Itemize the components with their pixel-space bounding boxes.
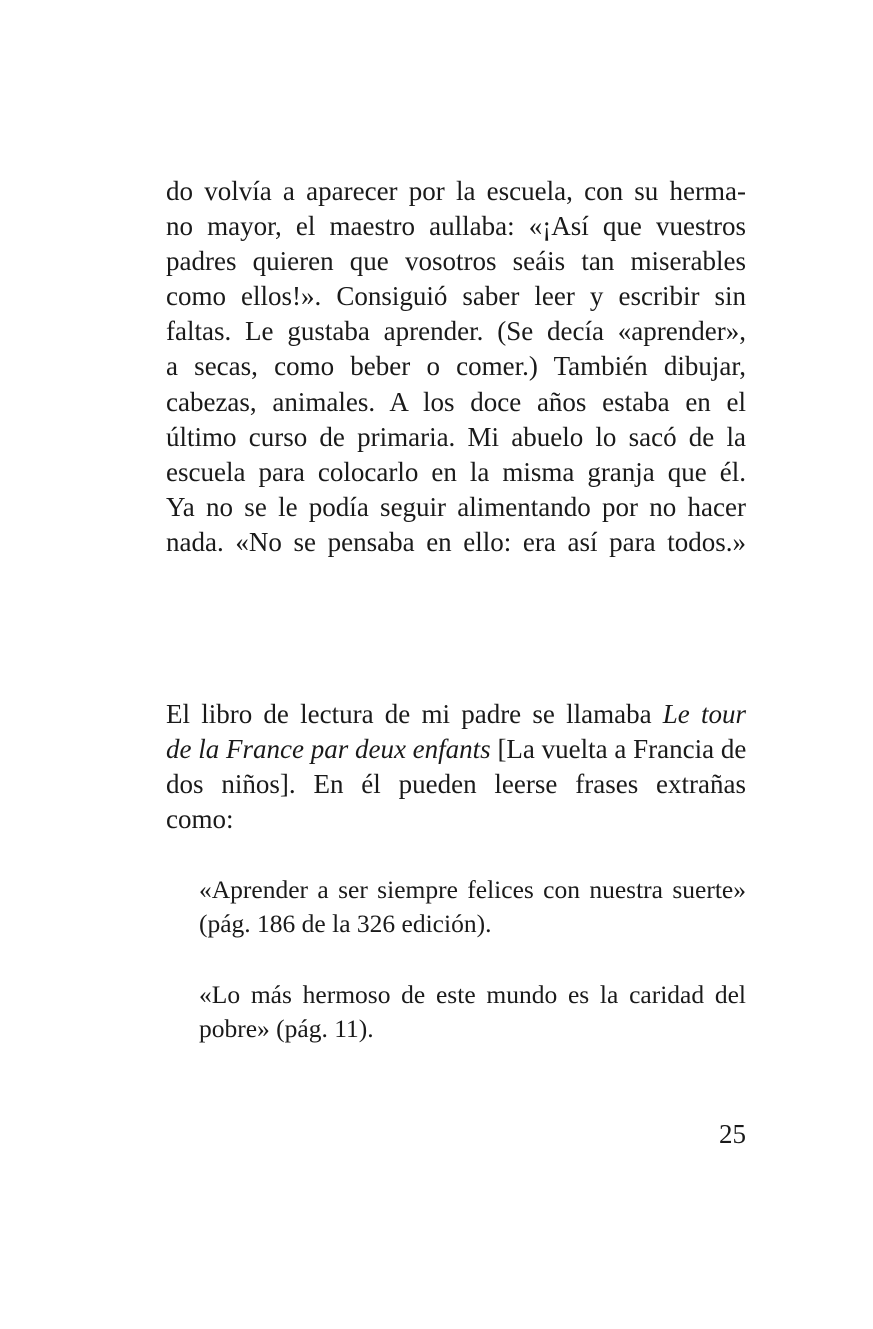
paragraph-reading-book <box>166 697 746 837</box>
text-line: cabezas, animales. A los doce años estaba en el <box>166 386 746 417</box>
text-segment: El libro de lectura de mi padre se llamaba <box>166 699 663 729</box>
text-line: faltas. Le gustaba aprender. (Se decía «aprender», <box>166 316 746 347</box>
text-line: no mayor, el maestro aullaba: «¡Así que vuestros <box>166 211 746 242</box>
text-line: do volvía a aparecer por la escuela, con su herma- <box>166 176 746 206</box>
block-quote <box>199 978 746 1046</box>
book-title-italic: Le tour <box>662 699 746 729</box>
text-line: escuela para colocarlo en la misma granja que él. <box>166 456 746 487</box>
quote-line: «Aprender a ser siempre felices con nuestra suerte» <box>199 875 746 904</box>
text-line: último curso de primaria. Mi abuelo lo sacó de la <box>166 421 746 452</box>
text-line <box>166 697 746 732</box>
page-number: 25 <box>719 1119 746 1149</box>
text-line: padres quieren que vosotros seáis tan miserables <box>166 246 746 277</box>
paragraph-childhood-school <box>166 174 746 560</box>
text-segment: [La vuelta a Francia de <box>490 734 747 765</box>
quote-line: pobre» (pág. 11). <box>199 1014 374 1043</box>
quote-line: (pág. 186 de la 326 edición). <box>199 909 492 938</box>
text-line: Ya no se le podía seguir alimentando por no hacer <box>166 491 746 522</box>
book-title-italic: de la France par deux enfants <box>166 734 491 765</box>
text-line: nada. «No se pensaba en ello: era así para todos.» <box>166 526 746 557</box>
block-quote <box>199 873 746 941</box>
quote-line: «Lo más hermoso de este mundo es la caridad del <box>199 980 746 1009</box>
text-line <box>166 732 746 767</box>
text-line: a secas, como beber o comer.) También dibujar, <box>166 351 746 382</box>
text-line: dos niños]. En él pueden leerse frases extrañas <box>166 769 746 800</box>
text-line: como: <box>166 804 234 835</box>
text-line: como ellos!». Consiguió saber leer y escribir sin <box>166 281 746 312</box>
